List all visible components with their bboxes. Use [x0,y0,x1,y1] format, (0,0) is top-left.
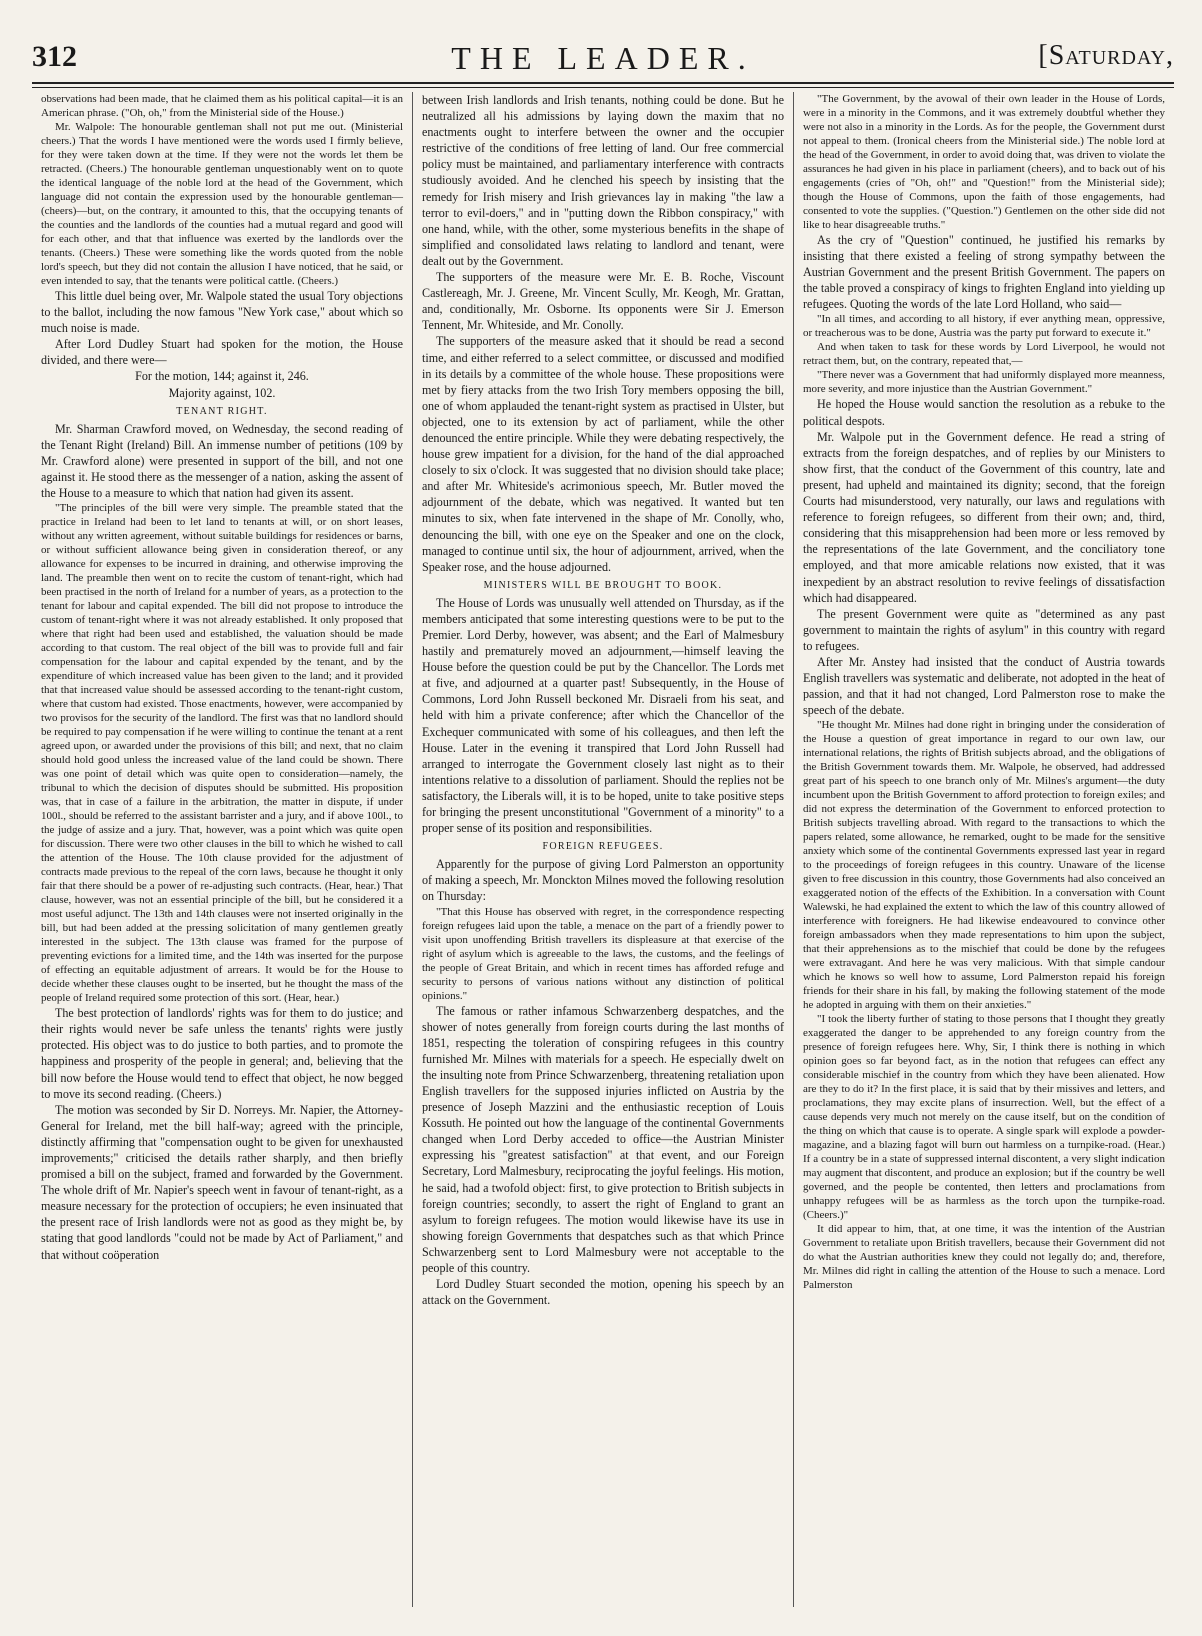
paragraph: The famous or rather infamous Schwarzenberg despatches, and the shower of notes generally from foreign courts during the last months of 1851, respecting the toleration of conspiring refugees in this country furnished Mr. Milnes with materials for a speech. He especially dwelt on the insulting note from Prince Schwarzenberg, threatening retaliation upon English travellers for the supposed injuries inflicted on Austria by the presence of Joseph Mazzini and the enthusiastic reception of Louis Kossuth. He pointed out how the language of the continental Governments changed when Lord Derby acceded to office—the Austrian Minister expressing his "greatest satisfaction" at that event, and our Foreign Secretary, Lord Malmesbury, reciprocating the joyful feelings. His motion, he said, had a twofold object: first, to give protection to British subjects in foreign countries; secondly, to assert the right of England to grant an asylum to foreign refugees. The motion would likewise have its use in showing foreign Governments that despatches such as that which Prince Schwarzenberg sent to Lord Malmesbury were not acceptable to the people of this country. [422,1003,784,1275]
paragraph: Mr. Walpole: The honourable gentleman shall not put me out. (Ministerial cheers.) That the words I have mentioned were the words used I firmly believe, for they were taken down at the time. If they were not the words let them be retracted. (Cheers.) The honourable gentleman unquestionably went on to quote the identical language of the noble lord at the head of the Government, which language did not contain the expression used by the honourable gentleman—(cheers)—but, on the contrary, it amounted to this, that the occupying tenants of the counties and the landlords of the counties had a mutual regard and good will for each other, and that that influence was exerted by the landlords over the tenants. (Cheers.) These were something like the words quoted from the noble lord's speech, but they did not contain the allusion I have noticed, that he said, or even intended to say, that the tenants were political cattle. (Cheers.) [41,121,403,287]
paragraph: The best protection of landlords' rights was for them to do justice; and their rights would never be safe unless the tenants' rights were justly protected. His object was to do justice to both parties, and to promote the happiness and prosperity of the people in general; and, believing that the bill now before the House would tend to effect that object, he now begged to move its second reading. (Cheers.) [41,1006,403,1101]
paragraph: The supporters of the measure asked that it should be read a second time, and either referred to a select committee, or discussed and modified in its details by a committee of the whole house. These propositions were met by fiery attacks from the two Irish Tory members opposing the bill, one of whom applauded the tenant-right system as practised in Ulster, but objected, one to its extension by act of parliament, while the other denounced the entire principle. While they were debating respectively, the house grew impatient for a division, for the hand of the dial approached closely to six o'clock. It was suggested that no division should take place; and after Mr. Whiteside's acrimonious speech, Mr. Butler moved the adjournment of the debate, which was negatived. It wanted but ten minutes to six, when fate intervened in the shape of Mr. Conolly, who, denouncing the bill, with one eye on the Speaker and one on the clock, managed to continue until six, the hour of adjournment, arrived, when the Speaker rose, and the house adjourned. [422,334,784,574]
paragraph: It did appear to him, that, at one time, it was the intention of the Austrian Government to retaliate upon British travellers, because their Government did not do what the Austrian authorities knew they could not legally do; and, therefore, Mr. Milnes did right in calling the attention of the House to such a menace. Lord Palmerston [803,1223,1165,1292]
majority-result: Majority against, 102. [168,385,276,400]
column-2 [412,92,793,1607]
paragraph: The supporters of the measure were Mr. E. B. Roche, Viscount Castlereagh, Mr. J. Greene, Mr. Vincent Scully, Mr. Keogh, Mr. Grattan, and, conditionally, Mr. Osborne. Its opponents were Sir J. Emerson Tennent, Mr. Whiteside, and Mr. Conolly. [422,270,784,333]
quoted-paragraph: "There never was a Government that had uniformly displayed more meanness, more severity, and more injustice than the Austrian Government." [803,369,1165,396]
quoted-paragraph: "In all times, and according to all history, if ever anything mean, oppressive, or treacherous was to be done, Austria was the party put forward to execute it." [803,313,1165,340]
quoted-paragraph: "He thought Mr. Milnes had done right in bringing under the consideration of the House a question of great importance in regard to our own law, our international relations, the rights of British subjects abroad, and the obligations of the British Government towards them. Mr. Walpole, he observed, had addressed great part of his speech to one branch only of Mr. Milnes's argument—the duty incumbent upon the British Government to afford protection to foreign exiles; and did not express the determination of the Government to enforced protection to British subjects travelling abroad. With regard to the transactions to which the papers related, some allowance, he remarked, ought to be made for the sensitive anxiety which some of the continental Governments expressed last year in regard to the proceedings of foreign refugees in this country. Unaware of the license given to free discussion in this country, those Governments had also conceived an exaggerated notion of the effects of the Exhibition. In a conversation with Count Walewski, he had explained the extent to which the law of this country allowed of interference with foreigners. He had likewise endeavoured to convince other foreign ambassadors when they made representations to him upon the subject, that their apprehensions as to the mischief that could be done by the refugees were extravagant. And here he was very malicious. With that simple candour which he knows so well how to assume, Lord Palmerston repaid his foreign friends for their share in his fall, by making the following statement of the mode he adopted in arguing with them on their anxieties." [803,719,1165,1012]
masthead-rule [32,87,1174,88]
paragraph: After Lord Dudley Stuart had spoken for the motion, the House divided, and there were— [41,337,403,368]
column-1 [32,92,412,1607]
paragraph: Apparently for the purpose of giving Lord Palmerston an opportunity of making a speech, Mr. Monckton Milnes moved the following resolution on Thursday: [422,857,784,904]
paragraph: This little duel being over, Mr. Walpole stated the usual Tory objections to the ballot, including the now famous "New York case," about which so much noise is made. [41,289,403,336]
column-3 [793,92,1174,1607]
quoted-paragraph: "The Government, by the avowal of their own leader in the House of Lords, were in a minority in the Commons, and it was extremely doubtful whether they were not also in a minority in the Lords. As for the people, the Government durst not appeal to them. (Ironical cheers from the Ministerial side.) The noble lord at the head of the Government, in order to avoid doing that, was driven to violate the assurances he had given in his place in parliament (cheers), and to back out of his engagements (cries of "Oh, oh!" and "Question!" from the Ministerial side); though the House of Commons, upon the faith of those engagements, had consented to vote the supplies. ("Question.") Gentlemen on the other side did not like to hear disagreeable truths." [803,93,1165,231]
paragraph: After Mr. Anstey had insisted that the conduct of Austria towards English travellers was systematic and deliberate, not adopted in the heat of passion, and that it had not changed, Lord Palmerston rose to make the speech of the debate. [803,654,1165,718]
paragraph: Mr. Sharman Crawford moved, on Wednesday, the second reading of the Tenant Right (Ireland) Bill. An immense number of petitions (109 by Mr. Crawford alone) were presented in support of the bill, and not one against it. He stood there as the messenger of a nation, asking the assent of the House to a measure to which that nation had given its assent. [41,421,403,501]
section-heading: MINISTERS WILL BE BROUGHT TO BOOK. [483,579,723,591]
paragraph: As the cry of "Question" continued, he justified his remarks by insisting that there existed a feeling of strong sympathy between the Austrian Government and the present British Government. The papers on the table proved a conspiracy of kings to frighten England into yielding up refugees. Quoting the words of the late Lord Holland, who said— [803,233,1165,312]
paragraph: Lord Dudley Stuart seconded the motion, opening his speech by an attack on the Government. [422,1277,784,1308]
article-columns [32,92,1174,1607]
paragraph: observations had been made, that he claimed them as his political capital—it is an American phrase. ("Oh, oh," from the Ministerial side of the House.) [41,93,403,119]
masthead [32,38,1174,84]
paragraph: Mr. Walpole put in the Government defence. He read a string of extracts from the foreign despatches, and of replies by our Ministers to show first, that the conduct of the Government of this country, late and present, had upheld and maintained its dignity; second, that the foreign Courts had misunderstood, very naturally, our laws and regulations with reference to foreign refugees, so different from their own; and, third, considering that this misapprehension had been more or less removed by the representations of the late Government, and the conciliatory tone employed, and that more amicable relations now existed, that it was inexpedient by an abstract resolution to revive feelings of dissatisfaction which had disappeared. [803,429,1165,605]
quoted-paragraph: And when taken to task for these words by Lord Liverpool, he would not retract them, but, on the contrary, repeated that,— [803,341,1165,368]
section-heading: TENANT RIGHT. [176,405,268,417]
paragraph: He hoped the House would sanction the resolution as a rebuke to the political despots. [803,397,1165,428]
quoted-resolution: "That this House has observed with regret, in the correspondence respecting foreign refugees laid upon the table, a menace on the part of a friendly power to visit upon unoffending British travellers its displeasure at that exercise of the right of asylum which is agreeable to the laws, the customs, and the feelings of the people of Great Britain, and which in recent times has afforded refuge and security to persons of various nations without any distinction of political opinions." [422,905,784,1002]
paragraph: The motion was seconded by Sir D. Norreys. Mr. Napier, the Attorney-General for Ireland, met the bill half-way; agreed with the principle, distinctly affirming that "compensation ought to be given for unexhausted improvements;" criticised the details rather sharply, and then briefly promised a bill on the subject, framed and forwarded by the Government. The whole drift of Mr. Napier's speech went in favour of tenant-right, as a measure necessary for the protection of occupiers; he even insinuated that the present race of Irish landlords were not as good as they might be, by stating that good landlords "could not be made by Act of Parliament," and that without coöperation [41,1102,403,1262]
quoted-paragraph: "I took the liberty further of stating to those persons that I thought they greatly exaggerated the danger to be apprehended to any foreign country from the presence of foreign refugees here. Why, Sir, I think there is nothing in which opinion goes so far beyond fact, as in the notion that refugees can effect any considerable mischief in the country from which they have been alienated. How are they to do it? In the first place, it is said that by their missives and letters, and proclamations, they may excite plans of insurrection. Well, but the effect of a cause depends very much not merely on the cause itself, but on the condition of the thing on which that cause is to operate. A single spark will explode a powder-magazine, and a blazing fagot will burn out harmless on a turnpike-road. (Hear.) If a country be in a state of suppressed internal discontent, a very slight indication may augment that discontent, and produce an explosion; but if the country be well governed, and the people be contented, then letters and proclamations from unhappy refugees will be as harmless as the torch upon the turnpike-road. (Cheers.)" [803,1013,1165,1222]
paragraph: The present Government were quite as "determined as any past government to maintain the rights of asylum" in this country with regard to refugees. [803,606,1165,653]
issue-day: [Saturday, [1038,40,1174,71]
page-number: 312 [32,40,77,73]
paragraph: The House of Lords was unusually well attended on Thursday, as if the members anticipated that some interesting questions were to be put to the Premier. Lord Derby, however, was absent; and the Earl of Malmesbury hastily and prematurely moved an adjournment,—himself leaving the House before the question could be put by the Chancellor. The Lords met at five, and adjourned at a quarter past! Subsequently, in the House of Commons, Lord John Russell beckoned Mr. Disraeli from his seat, and held with him a private conference; after which the Chancellor of the Exchequer communicated with some of his colleagues, and then left the House. Later in the evening it transpired that Lord John Russell had arranged to interrogate the Government closely last night as to their intentions relative to a dissolution of parliament. Should the replies not be satisfactory, the Liberals will, it is to be hoped, unite to take positive steps for bringing the present unconstitutional "Government of a minority" to a proper sense of its position and responsibilities. [422,595,784,836]
paragraph: between Irish landlords and Irish tenants, nothing could be done. But he neutralized all his admissions by laying down the maxim that no enactments ought to interfere between the owner and the occupier restrictive of the conditions of free letting of land. Our free commercial policy must be maintained, and parliamentary interference with contracts studiously avoided. And he clenched his speech by insisting that the remedy for Irish misery and Irish grievances lay in making "the law a terror to evil-doers," and in "putting down the Ribbon conspiracy," with one hand, while, with the other, some mysterious benefits in the shape of simplified and consolidated laws relating to landlord and tenant, were dealt out by the Government. [422,93,784,268]
newspaper-title: THE LEADER. [451,40,755,76]
division-result: For the motion, 144; against it, 246. [135,369,309,384]
section-heading: FOREIGN REFUGEES. [542,841,664,853]
quoted-paragraph: "The principles of the bill were very simple. The preamble stated that the practice in Ireland had been to let land to tenants at will, or on short leases, without any written agreement, without suitable buildings for residences or barns, or without sufficient allowance being given in consideration thereof, or any allowance for expenses to be incurred in draining, and otherwise improving the land. The preamble then went on to recite the custom of tenant-right, which had been practised in the north of Ireland for a number of years, as a protection to the tenant for labour and capital expended. The bill did not propose to introduce the custom of tenant-right where it was not already established. It only proposed that where that right had been used and established, the valuation should be made according to that custom. The real object of the bill was to provide full and fair compensation for the labour and capital expended by the tenant, and by the expenditure of which increased value has been given to the land; and it provided that that increased value should be assessed according to the tenant-right custom, where that custom had existed. Those enactments, however, were accompanied by two provisos for the security of the landlord. The first was that no landlord should be required to pay compensation if he were willing to continue the tenant at a rent agreed upon, or awarded under the provisions of this bill; and next, that no claim should hold good unless the increased value of the land could be shown. There was one point of detail which was quite open to consideration—namely, the tribunal to which the decision of disputes should be submitted. His proposition was, that in case of a failure in the arbitration, the matter in dispute, if under 100l., should be referred to the assistant barrister and a jury, and if above 100l., to the judge of assize and a jury. That, however, was a point which was quite open for discussion. There were two other clauses in the bill to which he wished to call the attention of the House. The 10th clause provided for the adjustment of contracts made previous to the repeal of the corn laws, because he thought it only fair that there should be a power of re-adjusting such contracts. (Hear, hear.) That clause, however, was not an essential principle of the bill, but he considered it a most useful adjunct. The 13th and 14th clauses were not inserted originally in the bill, but had been added at the pressing solicitation of many gentlemen greatly interested in the subject. The 13th clause was framed for the purpose of preventing evictions for a limited time, and the 14th was inserted for the purpose of effecting an equitable adjustment of arrears. It would be for the House to decide whether these clauses ought to be inserted, but he thought the mass of the people of Ireland required some protection of this sort. (Hear, hear.) [41,502,403,1005]
